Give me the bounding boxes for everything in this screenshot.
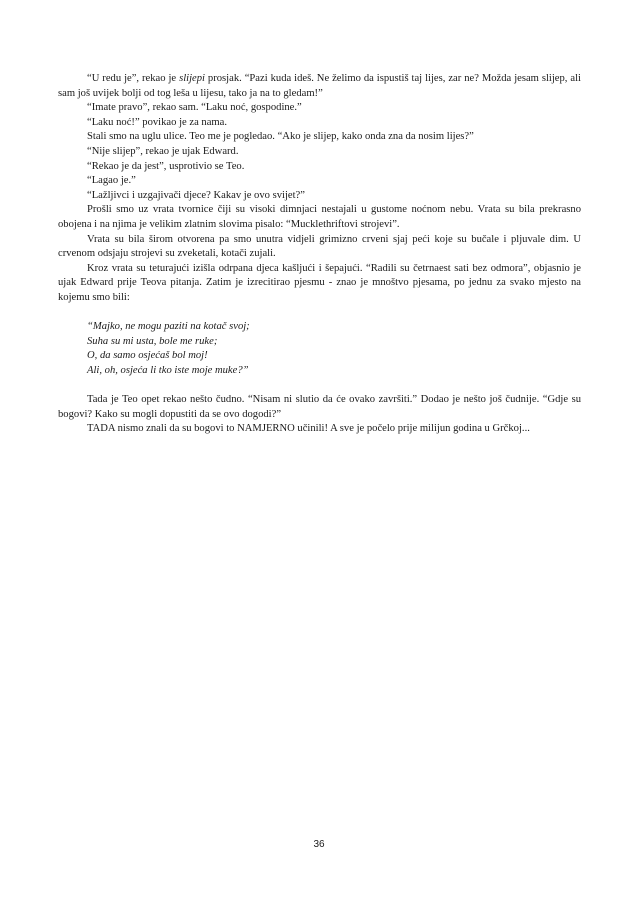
paragraphs-top — [58, 72, 581, 306]
paragraph-text: TADA nismo znali da su bogovi to NAMJERNO učinili! A sve je počelo prije milijun godina u Grčkoj... — [87, 423, 530, 435]
paragraph-text: Prošli smo uz vrata tvornice čiji su visoki dimnjaci nestajali u gustome noćnom nebu. Vrata su bila prekrasno obojena i na njima je velikim zlatnim slovima pisalo: “Mucklethriftovi strojevi”. — [58, 204, 581, 230]
paragraph-text: “Lagao je.” — [87, 175, 136, 187]
body-text — [58, 72, 581, 437]
paragraph — [58, 422, 581, 437]
paragraph — [58, 233, 581, 262]
paragraph-text: prosjak. “Pazi kuda ideš. Ne želimo da ispustiš taj lijes, zar ne? Možda jesam slijep, ali sam još uvijek bolji od tog leša u lijesu, tako ja na to gledam!” — [58, 73, 581, 99]
poem — [58, 320, 581, 378]
emphasis-text: slijepi — [179, 73, 205, 84]
paragraph — [58, 203, 581, 232]
poem-line: Ali, oh, osjeća li tko iste moje muke?” — [87, 364, 249, 376]
paragraph-text: Vrata su bila širom otvorena pa smo unutra vidjeli grimizno crveni sjaj peći koje su bučale i pljuvale dim. U crvenom odsjaju strojevi su zveketali, kotači zujali. — [58, 233, 581, 260]
paragraph-text: Kroz vrata su teturajući izišla odrpana djeca kašljući i šepajući. “Radili su četrnaest sati bez odmora”, objasnio je ujak Edward prije Teova pitanja. Zatim je izrecitirao pjesmu - znao je mnoštvo pjesama, po jednu za svako mjesto na kojemu smo bili: — [58, 262, 581, 303]
blank-line — [58, 306, 581, 321]
paragraph — [58, 130, 581, 145]
paragraph — [58, 72, 581, 101]
paragraph — [58, 160, 581, 175]
paragraph — [58, 262, 581, 306]
paragraph — [58, 145, 581, 160]
paragraph — [58, 116, 581, 131]
paragraph-text: “U redu je”, rekao je — [87, 73, 180, 84]
poem-line: O, da samo osjećaš bol moj! — [87, 350, 208, 362]
paragraph-text: “Rekao je da jest”, usprotivio se Teo. — [87, 160, 245, 172]
paragraph-text: “Laku noć!” povikao je za nama. — [87, 116, 228, 128]
paragraph-text: Stali smo na uglu ulice. Teo me je pogledao. “Ako je slijep, kako onda zna da nosim lijes?” — [87, 131, 474, 143]
blank-line — [58, 378, 581, 393]
poem-line: Suha su mi usta, bole me ruke; — [87, 335, 218, 347]
paragraph — [58, 189, 581, 204]
paragraph — [58, 174, 581, 189]
paragraph — [58, 101, 581, 116]
paragraph — [58, 393, 581, 422]
page-number: 36 — [313, 839, 325, 850]
paragraph-text: Tada je Teo opet rekao nešto čudno. “Nisam ni slutio da će ovako završiti.” Dodao je nešto još čudnije. “Gdje su bogovi? Kako su mogli dopustiti da se ovo dogodi?” — [58, 394, 581, 420]
poem-line: “Majko, ne mogu paziti na kotač svoj; — [87, 321, 250, 333]
paragraph-text: “Nije slijep”, rekao je ujak Edward. — [87, 145, 239, 157]
paragraph-text: “Lažljivci i uzgajivači djece? Kakav je ovo svijet?” — [87, 189, 305, 201]
paragraph-text: “Imate pravo”, rekao sam. “Laku noć, gospodine.” — [87, 102, 302, 114]
paragraphs-bottom — [58, 393, 581, 437]
